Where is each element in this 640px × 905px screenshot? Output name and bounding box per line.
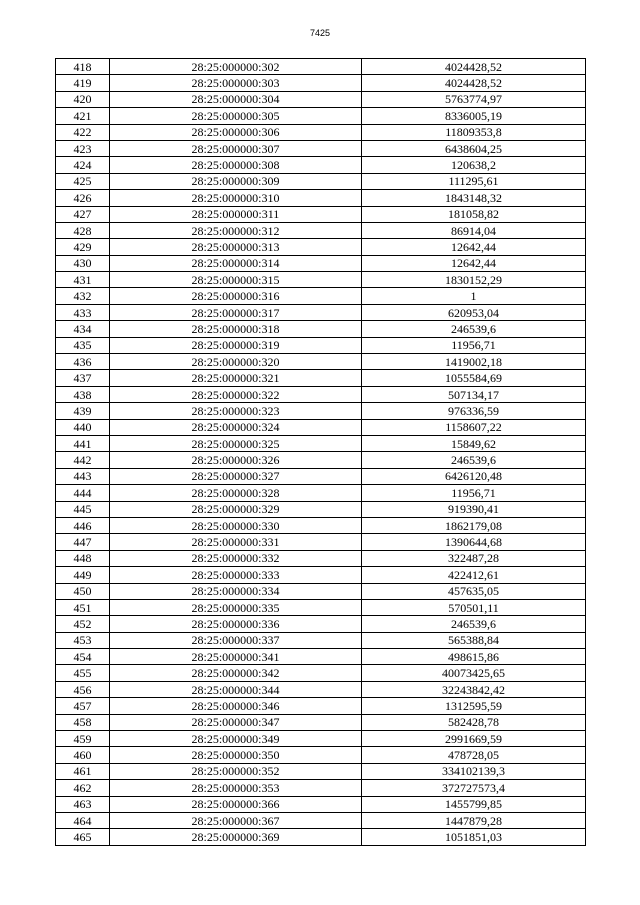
table-row (56, 370, 586, 386)
row-number-cell: 419 (56, 75, 110, 91)
table-row (56, 599, 586, 615)
row-number-cell: 421 (56, 108, 110, 124)
cadastral-number-cell: 28:25:000000:353 (110, 780, 362, 796)
table-row (56, 173, 586, 189)
table-row (56, 485, 586, 501)
table-row (56, 452, 586, 468)
table-row (56, 649, 586, 665)
table-row (56, 272, 586, 288)
row-number-cell: 452 (56, 616, 110, 632)
value-cell: 1 (362, 288, 586, 304)
table-row (56, 190, 586, 206)
table-row (56, 501, 586, 517)
value-cell: 5763774,97 (362, 91, 586, 107)
cadastral-number-cell: 28:25:000000:328 (110, 485, 362, 501)
value-cell: 372727573,4 (362, 780, 586, 796)
table-row (56, 731, 586, 747)
cadastral-number-cell: 28:25:000000:306 (110, 124, 362, 140)
row-number-cell: 456 (56, 681, 110, 697)
cadastral-number-cell: 28:25:000000:341 (110, 649, 362, 665)
value-cell: 111295,61 (362, 173, 586, 189)
row-number-cell: 425 (56, 173, 110, 189)
value-cell: 1843148,32 (362, 190, 586, 206)
cadastral-number-cell: 28:25:000000:304 (110, 91, 362, 107)
value-cell: 457635,05 (362, 583, 586, 599)
value-cell: 12642,44 (362, 255, 586, 271)
row-number-cell: 430 (56, 255, 110, 271)
row-number-cell: 463 (56, 796, 110, 812)
table-row (56, 829, 586, 845)
value-cell: 1158607,22 (362, 419, 586, 435)
table-row (56, 517, 586, 533)
table-row (56, 435, 586, 451)
table-row (56, 665, 586, 681)
value-cell: 15849,62 (362, 435, 586, 451)
cadastral-number-cell: 28:25:000000:316 (110, 288, 362, 304)
cadastral-number-cell: 28:25:000000:323 (110, 403, 362, 419)
table-row (56, 91, 586, 107)
row-number-cell: 442 (56, 452, 110, 468)
value-cell: 1830152,29 (362, 272, 586, 288)
row-number-cell: 464 (56, 812, 110, 828)
table-row (56, 419, 586, 435)
table-row (56, 304, 586, 320)
table-row (56, 206, 586, 222)
value-cell: 8336005,19 (362, 108, 586, 124)
value-cell: 565388,84 (362, 632, 586, 648)
cadastral-number-cell: 28:25:000000:324 (110, 419, 362, 435)
cadastral-number-cell: 28:25:000000:311 (110, 206, 362, 222)
value-cell: 1051851,03 (362, 829, 586, 845)
cadastral-number-cell: 28:25:000000:319 (110, 337, 362, 353)
value-cell: 181058,82 (362, 206, 586, 222)
table-row (56, 468, 586, 484)
cadastral-number-cell: 28:25:000000:313 (110, 239, 362, 255)
cadastral-number-cell: 28:25:000000:366 (110, 796, 362, 812)
value-cell: 1455799,85 (362, 796, 586, 812)
table-row (56, 124, 586, 140)
value-cell: 2991669,59 (362, 731, 586, 747)
row-number-cell: 462 (56, 780, 110, 796)
value-cell: 6426120,48 (362, 468, 586, 484)
table-row (56, 632, 586, 648)
row-number-cell: 418 (56, 59, 110, 75)
table-row (56, 780, 586, 796)
row-number-cell: 441 (56, 435, 110, 451)
value-cell: 1447879,28 (362, 812, 586, 828)
row-number-cell: 447 (56, 534, 110, 550)
value-cell: 919390,41 (362, 501, 586, 517)
value-cell: 1390644,68 (362, 534, 586, 550)
row-number-cell: 437 (56, 370, 110, 386)
cadastral-number-cell: 28:25:000000:331 (110, 534, 362, 550)
value-cell: 120638,2 (362, 157, 586, 173)
table-row (56, 698, 586, 714)
cadastral-number-cell: 28:25:000000:305 (110, 108, 362, 124)
cadastral-number-cell: 28:25:000000:321 (110, 370, 362, 386)
value-cell: 478728,05 (362, 747, 586, 763)
table-row (56, 288, 586, 304)
table-row (56, 534, 586, 550)
row-number-cell: 423 (56, 140, 110, 156)
cadastral-number-cell: 28:25:000000:330 (110, 517, 362, 533)
cadastral-number-cell: 28:25:000000:325 (110, 435, 362, 451)
cadastral-number-cell: 28:25:000000:367 (110, 812, 362, 828)
row-number-cell: 440 (56, 419, 110, 435)
value-cell: 976336,59 (362, 403, 586, 419)
row-number-cell: 435 (56, 337, 110, 353)
row-number-cell: 427 (56, 206, 110, 222)
row-number-cell: 433 (56, 304, 110, 320)
value-cell: 32243842,42 (362, 681, 586, 697)
row-number-cell: 445 (56, 501, 110, 517)
value-cell: 1419002,18 (362, 354, 586, 370)
row-number-cell: 455 (56, 665, 110, 681)
table-row (56, 714, 586, 730)
cadastral-number-cell: 28:25:000000:337 (110, 632, 362, 648)
cadastral-number-cell: 28:25:000000:346 (110, 698, 362, 714)
row-number-cell: 443 (56, 468, 110, 484)
cadastral-number-cell: 28:25:000000:347 (110, 714, 362, 730)
row-number-cell: 450 (56, 583, 110, 599)
value-cell: 1862179,08 (362, 517, 586, 533)
table-row (56, 681, 586, 697)
table-row (56, 59, 586, 75)
value-cell: 6438604,25 (362, 140, 586, 156)
value-cell: 498615,86 (362, 649, 586, 665)
value-cell: 322487,28 (362, 550, 586, 566)
value-cell: 334102139,3 (362, 763, 586, 779)
table-row (56, 75, 586, 91)
cadastral-number-cell: 28:25:000000:315 (110, 272, 362, 288)
table-row (56, 321, 586, 337)
table-row (56, 550, 586, 566)
row-number-cell: 449 (56, 567, 110, 583)
row-number-cell: 458 (56, 714, 110, 730)
cadastral-number-cell: 28:25:000000:307 (110, 140, 362, 156)
value-cell: 570501,11 (362, 599, 586, 615)
row-number-cell: 457 (56, 698, 110, 714)
row-number-cell: 439 (56, 403, 110, 419)
table-row (56, 337, 586, 353)
row-number-cell: 453 (56, 632, 110, 648)
value-cell: 40073425,65 (362, 665, 586, 681)
row-number-cell: 432 (56, 288, 110, 304)
cadastral-number-cell: 28:25:000000:334 (110, 583, 362, 599)
value-cell: 422412,61 (362, 567, 586, 583)
row-number-cell: 422 (56, 124, 110, 140)
table-row (56, 255, 586, 271)
value-cell: 11956,71 (362, 485, 586, 501)
value-cell: 1055584,69 (362, 370, 586, 386)
table-row (56, 616, 586, 632)
value-cell: 4024428,52 (362, 75, 586, 91)
value-cell: 12642,44 (362, 239, 586, 255)
row-number-cell: 420 (56, 91, 110, 107)
cadastral-number-cell: 28:25:000000:303 (110, 75, 362, 91)
cadastral-number-cell: 28:25:000000:342 (110, 665, 362, 681)
cadastral-number-cell: 28:25:000000:326 (110, 452, 362, 468)
page-number: 7425 (309, 28, 331, 38)
cadastral-number-cell: 28:25:000000:308 (110, 157, 362, 173)
row-number-cell: 459 (56, 731, 110, 747)
table-row (56, 763, 586, 779)
table-row (56, 812, 586, 828)
cadastral-number-cell: 28:25:000000:317 (110, 304, 362, 320)
cadastral-number-cell: 28:25:000000:309 (110, 173, 362, 189)
table-row (56, 354, 586, 370)
row-number-cell: 429 (56, 239, 110, 255)
value-cell: 4024428,52 (362, 59, 586, 75)
cadastral-number-cell: 28:25:000000:333 (110, 567, 362, 583)
row-number-cell: 446 (56, 517, 110, 533)
row-number-cell: 465 (56, 829, 110, 845)
table-row (56, 108, 586, 124)
cadastral-number-cell: 28:25:000000:349 (110, 731, 362, 747)
row-number-cell: 454 (56, 649, 110, 665)
table-row (56, 222, 586, 238)
table-row (56, 583, 586, 599)
row-number-cell: 436 (56, 354, 110, 370)
table-row (56, 157, 586, 173)
table-row (56, 747, 586, 763)
row-number-cell: 426 (56, 190, 110, 206)
table-row (56, 386, 586, 402)
row-number-cell: 428 (56, 222, 110, 238)
cadastral-number-cell: 28:25:000000:314 (110, 255, 362, 271)
value-cell: 582428,78 (362, 714, 586, 730)
value-cell: 246539,6 (362, 452, 586, 468)
cadastral-number-cell: 28:25:000000:336 (110, 616, 362, 632)
value-cell: 246539,6 (362, 616, 586, 632)
value-cell: 11956,71 (362, 337, 586, 353)
cadastral-number-cell: 28:25:000000:327 (110, 468, 362, 484)
table-row (56, 140, 586, 156)
cadastral-number-cell: 28:25:000000:369 (110, 829, 362, 845)
cadastral-number-cell: 28:25:000000:302 (110, 59, 362, 75)
value-cell: 86914,04 (362, 222, 586, 238)
row-number-cell: 448 (56, 550, 110, 566)
cadastral-number-cell: 28:25:000000:350 (110, 747, 362, 763)
table-row (56, 796, 586, 812)
cadastral-number-cell: 28:25:000000:329 (110, 501, 362, 517)
table-body (56, 59, 586, 846)
value-cell: 507134,17 (362, 386, 586, 402)
row-number-cell: 460 (56, 747, 110, 763)
table-row (56, 239, 586, 255)
cadastral-number-cell: 28:25:000000:332 (110, 550, 362, 566)
table-row (56, 567, 586, 583)
row-number-cell: 461 (56, 763, 110, 779)
cadastral-number-cell: 28:25:000000:344 (110, 681, 362, 697)
row-number-cell: 424 (56, 157, 110, 173)
value-cell: 11809353,8 (362, 124, 586, 140)
row-number-cell: 431 (56, 272, 110, 288)
table-row (56, 403, 586, 419)
cadastral-number-cell: 28:25:000000:312 (110, 222, 362, 238)
row-number-cell: 444 (56, 485, 110, 501)
cadastral-number-cell: 28:25:000000:320 (110, 354, 362, 370)
value-cell: 620953,04 (362, 304, 586, 320)
cadastral-number-cell: 28:25:000000:335 (110, 599, 362, 615)
value-cell: 1312595,59 (362, 698, 586, 714)
cadastral-number-cell: 28:25:000000:318 (110, 321, 362, 337)
row-number-cell: 438 (56, 386, 110, 402)
row-number-cell: 434 (56, 321, 110, 337)
value-cell: 246539,6 (362, 321, 586, 337)
cadastral-number-cell: 28:25:000000:352 (110, 763, 362, 779)
row-number-cell: 451 (56, 599, 110, 615)
cadastral-number-cell: 28:25:000000:310 (110, 190, 362, 206)
cadastral-table (55, 58, 586, 846)
cadastral-number-cell: 28:25:000000:322 (110, 386, 362, 402)
